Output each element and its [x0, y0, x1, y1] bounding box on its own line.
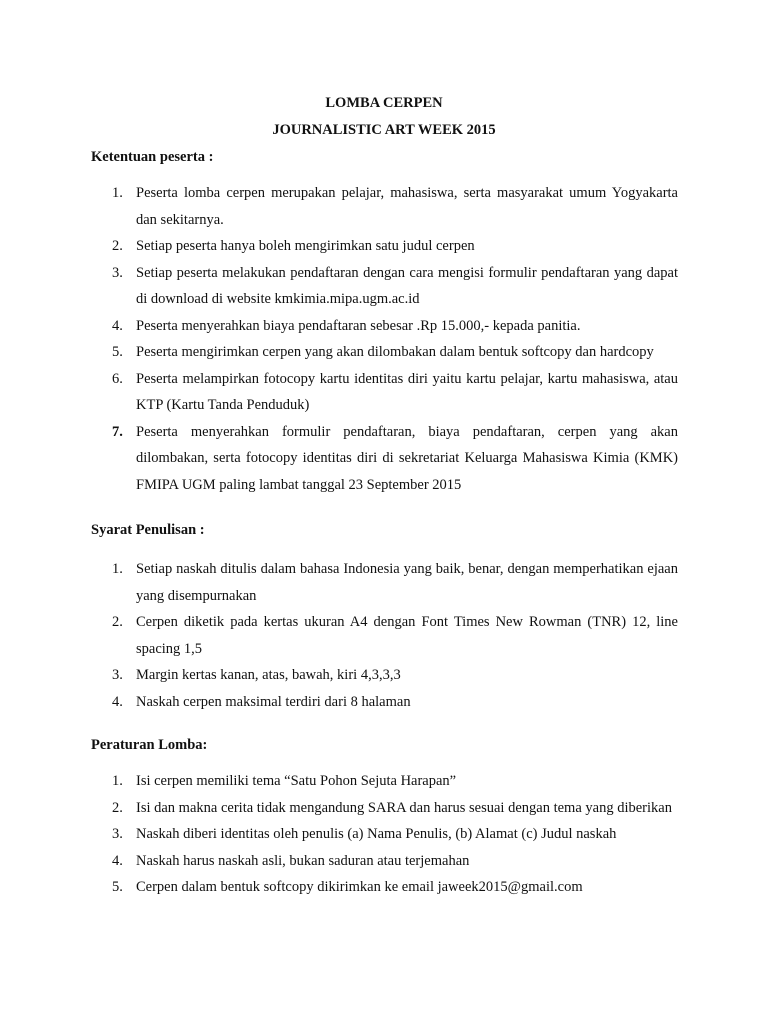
item-number: 4. — [112, 693, 123, 710]
item-number: 3. — [112, 826, 123, 842]
list-item — [0, 848, 768, 875]
list-item — [0, 180, 768, 233]
list-item — [0, 556, 768, 609]
list-item — [0, 366, 768, 419]
item-number: 2. — [112, 614, 123, 630]
item-text: Isi dan makna cerita tidak mengandung SARA dan harus sesuai dengan tema yang diberikan — [136, 799, 672, 816]
item-text: Setiap peserta hanya boleh mengirimkan satu judul cerpen — [136, 238, 475, 254]
list-peraturan — [0, 768, 768, 901]
item-text: Isi cerpen memiliki tema “Satu Pohon Sejuta Harapan” — [136, 773, 457, 789]
list-item — [0, 768, 768, 795]
item-number: 4. — [112, 852, 123, 869]
item-text: Cerpen dalam bentuk softcopy dikirimkan ke email jaweek2015@gmail.com — [136, 879, 583, 895]
item-text: Peserta mengirimkan cerpen yang akan dilombakan dalam bentuk softcopy dan hardcopy — [136, 344, 654, 360]
list-item — [0, 874, 768, 901]
doc-title: LOMBA CERPEN — [325, 95, 443, 111]
list-item — [0, 339, 768, 366]
list-item — [0, 260, 768, 313]
list-item — [0, 609, 768, 662]
list-item — [0, 821, 768, 848]
list-item — [0, 233, 768, 260]
item-number: 6. — [112, 370, 123, 387]
list-item — [0, 689, 768, 716]
item-number: 7. — [112, 423, 123, 440]
section-heading-syarat: Syarat Penulisan : — [91, 522, 205, 538]
section-heading-ketentuan: Ketentuan peserta : — [91, 149, 214, 165]
list-item — [0, 662, 768, 689]
item-text: Setiap naskah ditulis dalam bahasa Indonesia yang baik, benar, dengan memperhatikan ejaan yang disempurnakan — [136, 561, 678, 604]
item-text: Peserta melampirkan fotocopy kartu identitas diri yaitu kartu pelajar, kartu mahasiswa, atau KTP (Kartu Tanda Penduduk) — [136, 370, 678, 413]
list-syarat — [0, 556, 768, 715]
list-item — [0, 419, 768, 499]
item-text: Peserta menyerahkan biaya pendaftaran sebesar .Rp 15.000,- kepada panitia. — [136, 317, 581, 334]
item-number: 2. — [112, 238, 123, 254]
section-heading-peraturan: Peraturan Lomba: — [91, 737, 208, 753]
item-number: 5. — [112, 879, 123, 895]
item-number: 3. — [112, 264, 123, 281]
item-number: 1. — [112, 773, 123, 789]
item-text: Peserta menyerahkan formulir pendaftaran, biaya pendaftaran, cerpen yang akan dilombakan, serta fotocopy identitas diri di sekretariat Keluarga Mahasiswa Kimia (KMK) FMIPA UGM paling lambat tanggal 23 September 2015 — [136, 423, 678, 493]
item-number: 4. — [112, 317, 123, 334]
item-text: Cerpen diketik pada kertas ukuran A4 dengan Font Times New Rowman (TNR) 12, line spacing 1,5 — [136, 614, 678, 657]
list-item — [0, 795, 768, 822]
list-ketentuan — [0, 180, 768, 498]
item-text: Naskah diberi identitas oleh penulis (a) Nama Penulis, (b) Alamat (c) Judul naskah — [136, 826, 617, 842]
item-text: Naskah cerpen maksimal terdiri dari 8 halaman — [136, 693, 411, 710]
item-number: 1. — [112, 185, 123, 201]
item-text: Naskah harus naskah asli, bukan saduran atau terjemahan — [136, 852, 470, 869]
item-text: Peserta lomba cerpen merupakan pelajar, mahasiswa, serta masyarakat umum Yogyakarta dan sekitarnya. — [136, 185, 678, 228]
item-text: Setiap peserta melakukan pendaftaran dengan cara mengisi formulir pendaftaran yang dapat di download di website kmkimia.mipa.ugm.ac.id — [136, 264, 678, 307]
item-text: Margin kertas kanan, atas, bawah, kiri 4,3,3,3 — [136, 667, 401, 683]
item-number: 1. — [112, 561, 123, 577]
doc-subtitle: JOURNALISTIC ART WEEK 2015 — [272, 122, 496, 138]
item-number: 5. — [112, 344, 123, 360]
list-item — [0, 313, 768, 340]
item-number: 2. — [112, 799, 123, 816]
item-number: 3. — [112, 667, 123, 683]
